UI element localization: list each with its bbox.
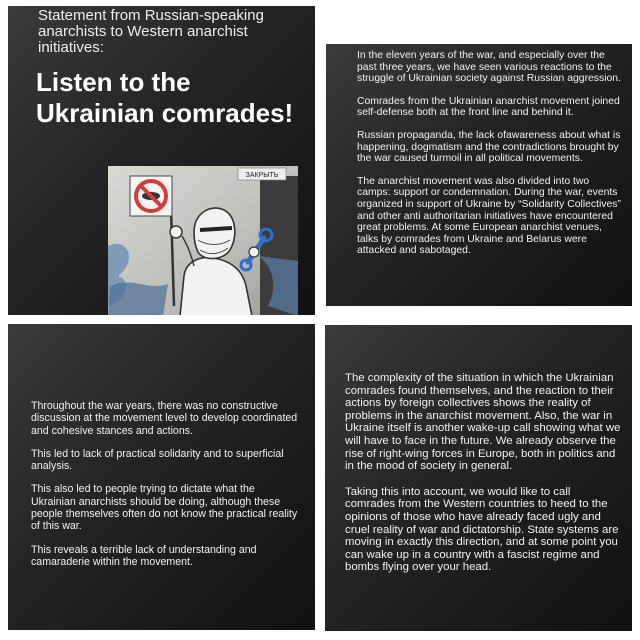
panel4-text: [345, 372, 623, 587]
paragraph: This led to lack of practical solidarity and to superficial analysis.: [31, 447, 284, 473]
statement-subtitle: Statement from Russian-speaking anarchists to Western anarchist initiatives:: [38, 7, 264, 56]
panel2-text: [357, 50, 625, 268]
statement-title-panel: [8, 6, 315, 315]
paragraph: This also led to people trying to dictate what the Ukrainian anarchists should be doing, although these people themselves often do not know the practical reality of this war.: [31, 483, 298, 533]
photo-sign: ЗАКРЫТЬ: [245, 172, 279, 179]
paragraph: Russian propaganda, the lack ofawareness about what is happening, dogmatism and the contradictions brought by the war caused turmoil in all political movements.: [357, 129, 621, 165]
paragraph: The anarchist movement was also divided into two camps: support or condemnation. During the war, events organized in support of Ukraine by “Solidarity Collectives” and other anti authoritarian initiatives have encountered great problems. At some European anarchist venues, talks by comrades from Ukraine and Belarus were attacked and sabotaged.: [357, 175, 621, 257]
statement-panel-4: [325, 325, 632, 631]
paragraph: In the eleven years of the war, and especially over the past three years, we have seen various reactions to the struggle of Ukrainian society against Russian aggression.: [357, 50, 621, 85]
panel3-text: [31, 400, 301, 579]
graffiti-photo: [108, 166, 298, 315]
paragraph: Taking this into account, we would like to call comrades from the Western countries to heed to the opinions of those who have already faced ugly and cruel reality of war and dictatorship. State systems are moving in exactly this direction, and at some point you can wake up in a country with a fascist regime and bombs flying over your head.: [345, 485, 619, 574]
statement-title: Listen to the Ukrainian comrades!: [36, 67, 294, 128]
statement-panel-2: [326, 44, 632, 306]
statement-panel-3: [8, 324, 315, 630]
paragraph: Throughout the war years, there was no constructive discussion at the movement level to develop coordinated and cohesive stances and actions.: [31, 400, 298, 437]
paragraph: This reveals a terrible lack of understanding and camaraderie within the movement.: [31, 543, 257, 568]
paragraph: Comrades from the Ukrainian anarchist movement joined self-defense both at the front line and behind it.: [357, 95, 620, 119]
paragraph: The complexity of the situation in which the Ukrainian comrades found themselves, and the reaction to their actions by foreign collectives shows the reality of problems in the anarchist movement. Also, the war in Ukraine itself is another wake-up call showing what we will have to face in the future. We already observe the rise of right-wing forces in Europe, both in politics and in the mood of society in general.: [345, 372, 621, 473]
